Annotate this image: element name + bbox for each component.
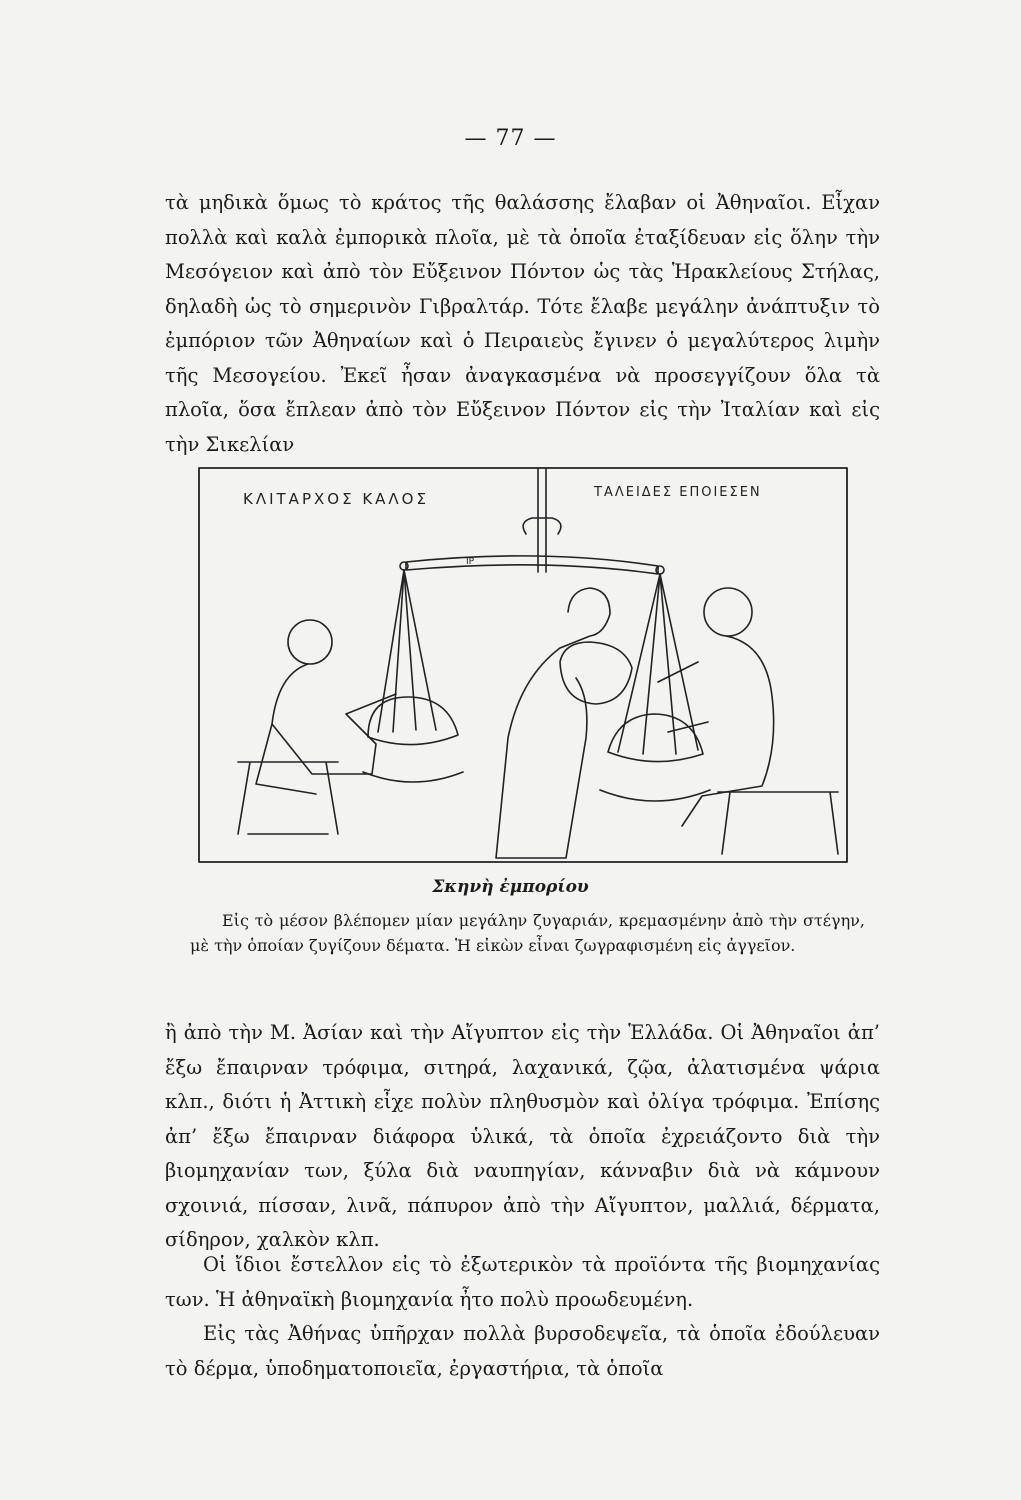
stool-left [238, 762, 338, 834]
paragraph-1: τὰ μηδικὰ ὅμως τὸ κράτος τῆς θαλάσσης ἔλαβαν οἱ Ἀθηναῖοι. Εἶχαν πολλὰ καὶ καλὰ ἐμπορικὰ πλοῖα, μὲ τὰ ὁποῖα ἐταξίδευαν εἰς ὅλην τὴν Μεσόγειον καὶ ἀπὸ τὸν Εὔξεινον Πόντον ὡς τὰς Ἡρακλείους Στήλας, δηλαδὴ ὡς τὸ σημερινὸν Γιβραλτάρ. Τότε ἔλαβε μεγάλην ἀνάπτυξιν τὸ ἐμπόριον τῶν Ἀθηναίων καὶ ὁ Πειραιεὺς ἔγινεν ὁ μεγαλύτερος λιμὴν τῆς Μεσογείου. Ἐκεῖ ἦσαν ἀναγκασμένα νὰ προσεγγίζουν ὅλα τὰ πλοῖα, ὅσα ἔπλεαν ἀπὸ τὸν Εὔξεινον Πόντον εἰς τὴν Ἰταλίαν καὶ εἰς τὴν Σικελίαν [165, 191, 880, 456]
seated-man-left-body [256, 664, 396, 794]
carrier-figure [496, 588, 610, 858]
paragraph-2: ἢ ἀπὸ τὴν Μ. Ἀσίαν καὶ τὴν Αἴγυπτον εἰς τὴν Ἑλλάδα. Οἱ Ἀθηναῖοι ἀπ’ ἔξω ἔπαιρναν τρόφιμα, σιτηρά, λαχανικά, ζῷα, ἀλατισμένα ψάρια κλπ., διότι ἡ Ἀττικὴ εἶχε πολὺν πληθυσμὸν καὶ ὀλίγα τρόφιμα. Ἐπίσης ἀπ’ ἔξω ἔπαιρναν διάφορα ὑλικά, τὰ ὁποῖα ἐχρειάζοντο διὰ τὴν βιομηχανίαν των, ξύλα διὰ ναυπηγίαν, κάνναβιν διὰ νὰ κάμνουν σχοινιά, πίσσαν, λινᾶ, πάπυρον ἀπὸ τὴν Αἴγυπτον, μαλλιά, δέρματα, σίδηρον, χαλκὸν κλπ. [165, 1021, 880, 1251]
seated-man-right-body [658, 636, 774, 826]
carried-bundle [560, 642, 632, 704]
balance-beam [406, 556, 658, 574]
inscription-left: ΚΛΙΤΑΡΧΟΣ ΚΑΛΟΣ [243, 490, 429, 508]
page-number: — 77 — [464, 126, 557, 151]
paragraph-3: Οἱ ἴδιοι ἔστελλον εἰς τὸ ἐξωτερικὸν τὰ προϊόντα τῆς βιομηχανίας των. Ἡ ἀθηναϊκὴ βιομηχανία ἦτο πολὺ προωδευμένη. [165, 1253, 880, 1311]
stool-right [718, 792, 838, 854]
figure-caption-title: Σκηνὴ ἐμπορίου [432, 877, 589, 897]
seated-man-right-head [704, 588, 752, 636]
left-pan-dish [363, 772, 463, 782]
seated-man-left-head [288, 620, 332, 664]
right-pan-dish [600, 790, 710, 801]
left-pan-load [368, 697, 458, 745]
vase-drawing [198, 462, 850, 865]
beam-mark: ΙΡ [466, 557, 475, 567]
vase-drawing-figure [198, 462, 850, 865]
scale-hook [523, 518, 561, 534]
right-pan-load [608, 714, 703, 762]
inscription-right: ΤΑΛΕΙΔΕΣ ΕΠΟΙΕΣΕΝ [594, 485, 762, 500]
paragraph-4: Εἰς τὰς Ἀθήνας ὑπῆρχαν πολλὰ βυρσοδεψεῖα, τὰ ὁποῖα ἐδούλευαν τὸ δέρμα, ὑποδηματοποιεῖα, ἐργαστήρια, τὰ ὁποῖα [165, 1322, 880, 1380]
left-pan-strings [378, 570, 436, 732]
figure-caption-text: Εἰς τὸ μέσον βλέπομεν μίαν μεγάλην ζυγαριάν, κρεμασμένην ἀπὸ τὴν στέγην, μὲ τὴν ὁποίαν ζυγίζουν δέματα. Ἡ εἰκὼν εἶναι ζωγραφισμένη εἰς ἀγγεῖον. [190, 911, 865, 955]
